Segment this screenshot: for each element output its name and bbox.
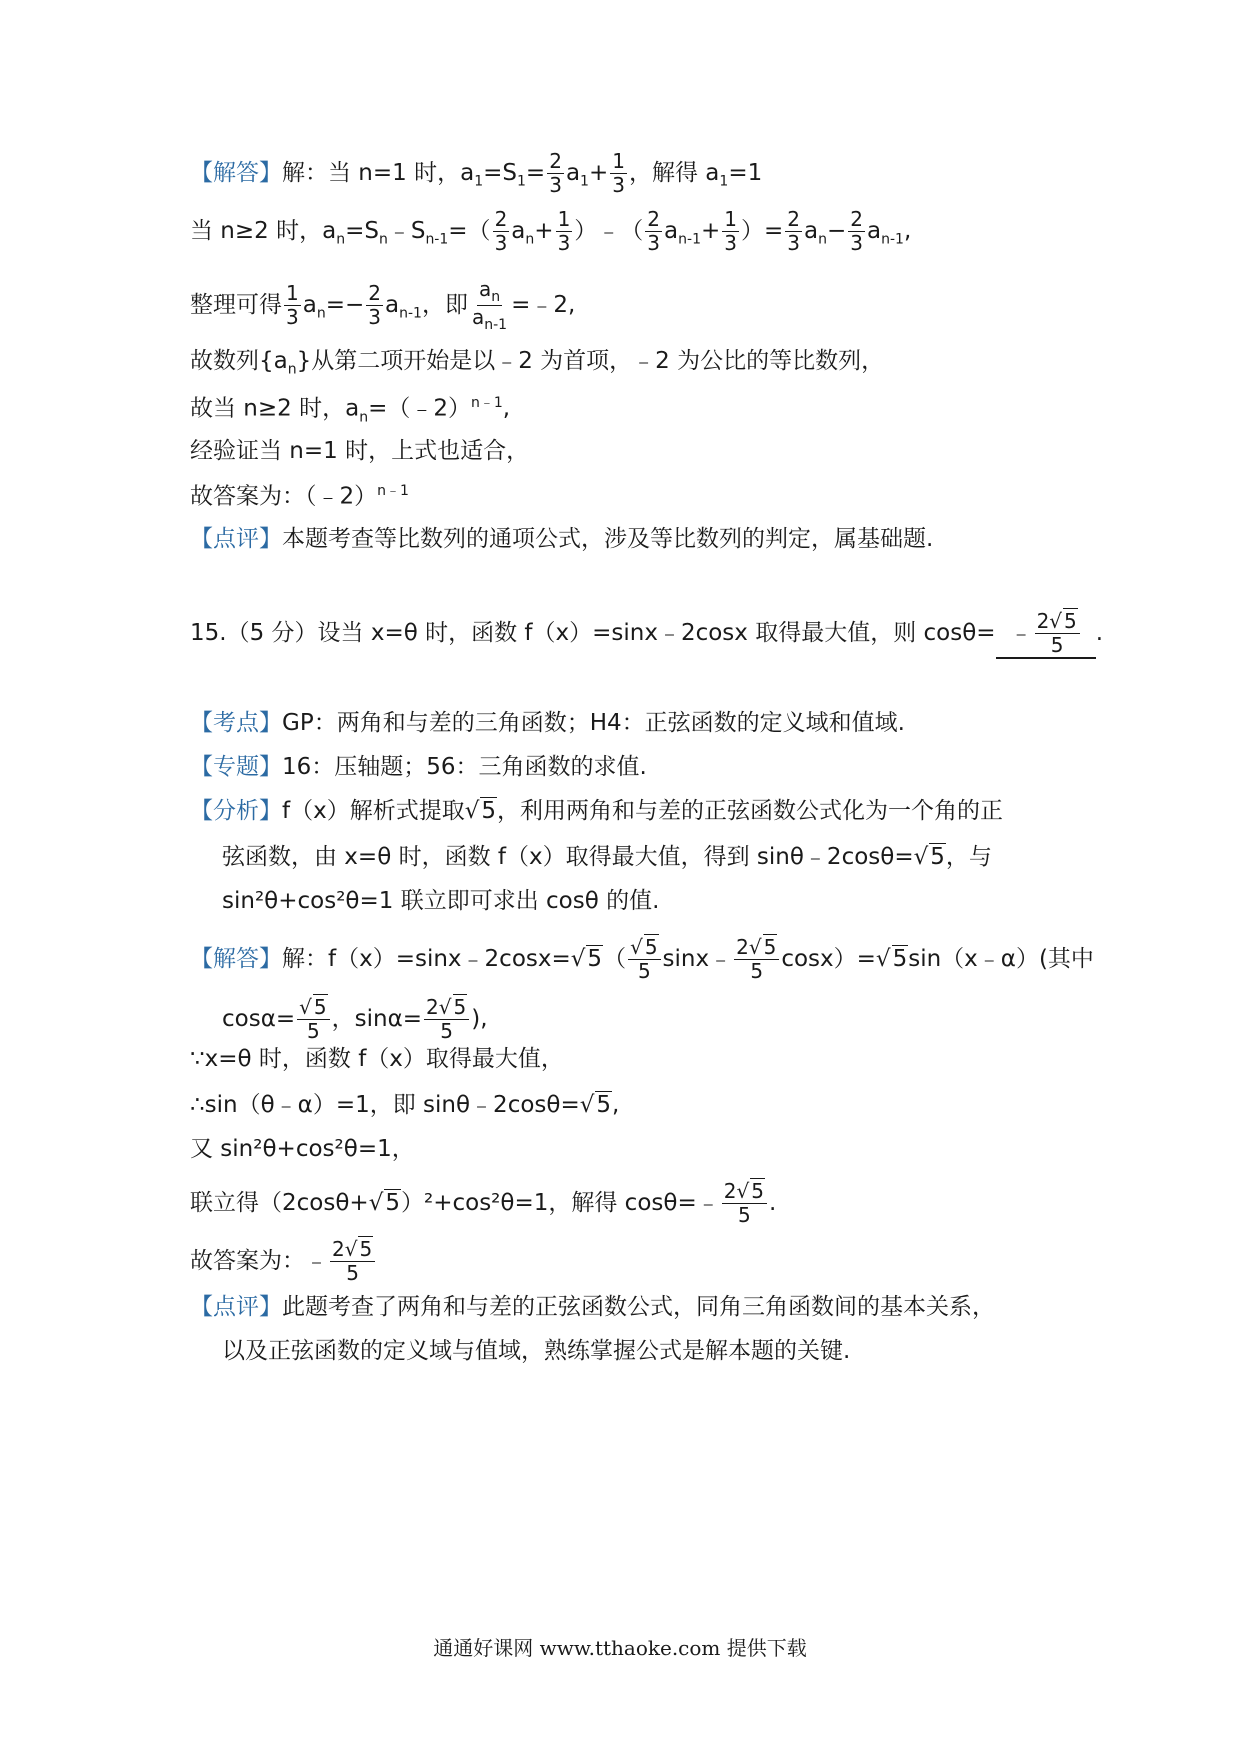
tag-comment: 【点评】 xyxy=(190,526,282,552)
jieda-line-1: 【解答】解：f（x）=sinx﹣2cosx=√ 5（ √ $\frac{5}{5}$ sinx﹣ $\frac{2√ 5}{5}$ cosx）=√ 5sin（x﹣α）(其中 xyxy=(190,936,1094,983)
answer-blank: ﹣ $\frac{2√ 5}{5}$ xyxy=(996,610,1096,659)
tag-fenxi: 【分析】 xyxy=(190,798,282,824)
tag-zhuanti: 【专题】 xyxy=(190,754,282,780)
zhuanti-line: 【专题】16：压轴题；56：三角函数的求值. xyxy=(190,754,647,780)
dianping-line-2: 以及正弦函数的定义域与值域，熟练掌握公式是解本题的关键. xyxy=(222,1338,851,1364)
tag-answer: 【解答】 xyxy=(190,160,282,186)
tag-kaodian: 【考点】 xyxy=(190,710,282,736)
answer-line-5: 故当 n≥2 时，$a_n=(﹣2)^{n﹣1}$, xyxy=(190,395,511,426)
tag-jieda: 【解答】 xyxy=(190,946,282,972)
kaodian-line: 【考点】GP：两角和与差的三角函数；H4：正弦函数的定义域和值域. xyxy=(190,710,905,736)
comment-line: 【点评】本题考查等比数列的通项公式，涉及等比数列的判定，属基础题. xyxy=(190,526,934,552)
question-15: 15.（5 分）设当 x=θ 时，函数 f（x）=sinx﹣2cosx 取得最大值，则 cosθ= ﹣ $\frac{2√ 5}{5}$ . xyxy=(190,610,1103,659)
answer-line-3: 整理可得 $\frac{1}{3}$ $a_n=-$ $\frac{2}{3}$ $a_{n-1}$，即 $\frac{a_n}{a_{n-1}}$ =﹣2, xyxy=(190,277,576,334)
step-line-5: 故答案为：﹣ $\frac{2√ 5}{5}$ xyxy=(190,1238,377,1285)
answer-line-4: 故数列$\{a_n\}$从第二项开始是以﹣2 为首项，﹣2 为公比的等比数列， xyxy=(190,348,885,378)
step-line-1: ∵x=θ 时，函数 f（x）取得最大值， xyxy=(190,1046,564,1072)
fenxi-line-1: 【分析】f（x）解析式提取√ 5，利用两角和与差的正弦函数公式化为一个角的正 xyxy=(190,800,1003,823)
jieda-line-2: cosα= √ $\frac{5}{5}$ ，sinα= $\frac{2√ 5}{5}$ ), xyxy=(222,996,488,1043)
fenxi-line-3: sin²θ+cos²θ=1 联立即可求出 cosθ 的值. xyxy=(222,888,660,914)
step-line-4: 联立得（2cosθ+√ 5）²+cos²θ=1，解得 cosθ=﹣ $\frac{2√ 5}{5}$ . xyxy=(190,1180,776,1227)
answer-line-1: 【解答】解：当 n=1 时，$a_1=S_1=$ $\frac{2}{3}$ $a_1+$ $\frac{1}{3}$ ，解得 $a_1=1$ xyxy=(190,149,763,197)
tag-dianping: 【点评】 xyxy=(190,1294,282,1320)
fenxi-line-2: 弦函数，由 x=θ 时，函数 f（x）取得最大值，得到 sinθ﹣2cosθ=√ 5，与 xyxy=(222,846,992,869)
answer-line-2: 当 n≥2 时，$a_n=S_n﹣S_{n-1}=$（ $\frac{2}{3}$ $a_n+$ $\frac{1}{3}$ ）﹣（ $\frac{2}{3}$ $a_{n-1}+$ $\frac{1}{3}$ ）= $\frac{2}{3}$ $a_n-$ $\frac{2}{3}$ $a_{n-1}$, xyxy=(190,207,912,255)
answer-line-7: 故答案为：（﹣2）$^{n﹣1}$ xyxy=(190,483,409,510)
step-line-3: 又 sin²θ+cos²θ=1， xyxy=(190,1136,415,1162)
dianping-line-1: 【点评】此题考查了两角和与差的正弦函数公式，同角三角函数间的基本关系， xyxy=(190,1294,995,1320)
footer: 通通好课网 www.tthaoke.com 提供下载 xyxy=(433,1636,807,1660)
step-line-2: ∴sin（θ﹣α）=1，即 sinθ﹣2cosθ=√ 5, xyxy=(190,1094,619,1117)
answer-line-6: 经验证当 n=1 时，上式也适合， xyxy=(190,438,530,464)
